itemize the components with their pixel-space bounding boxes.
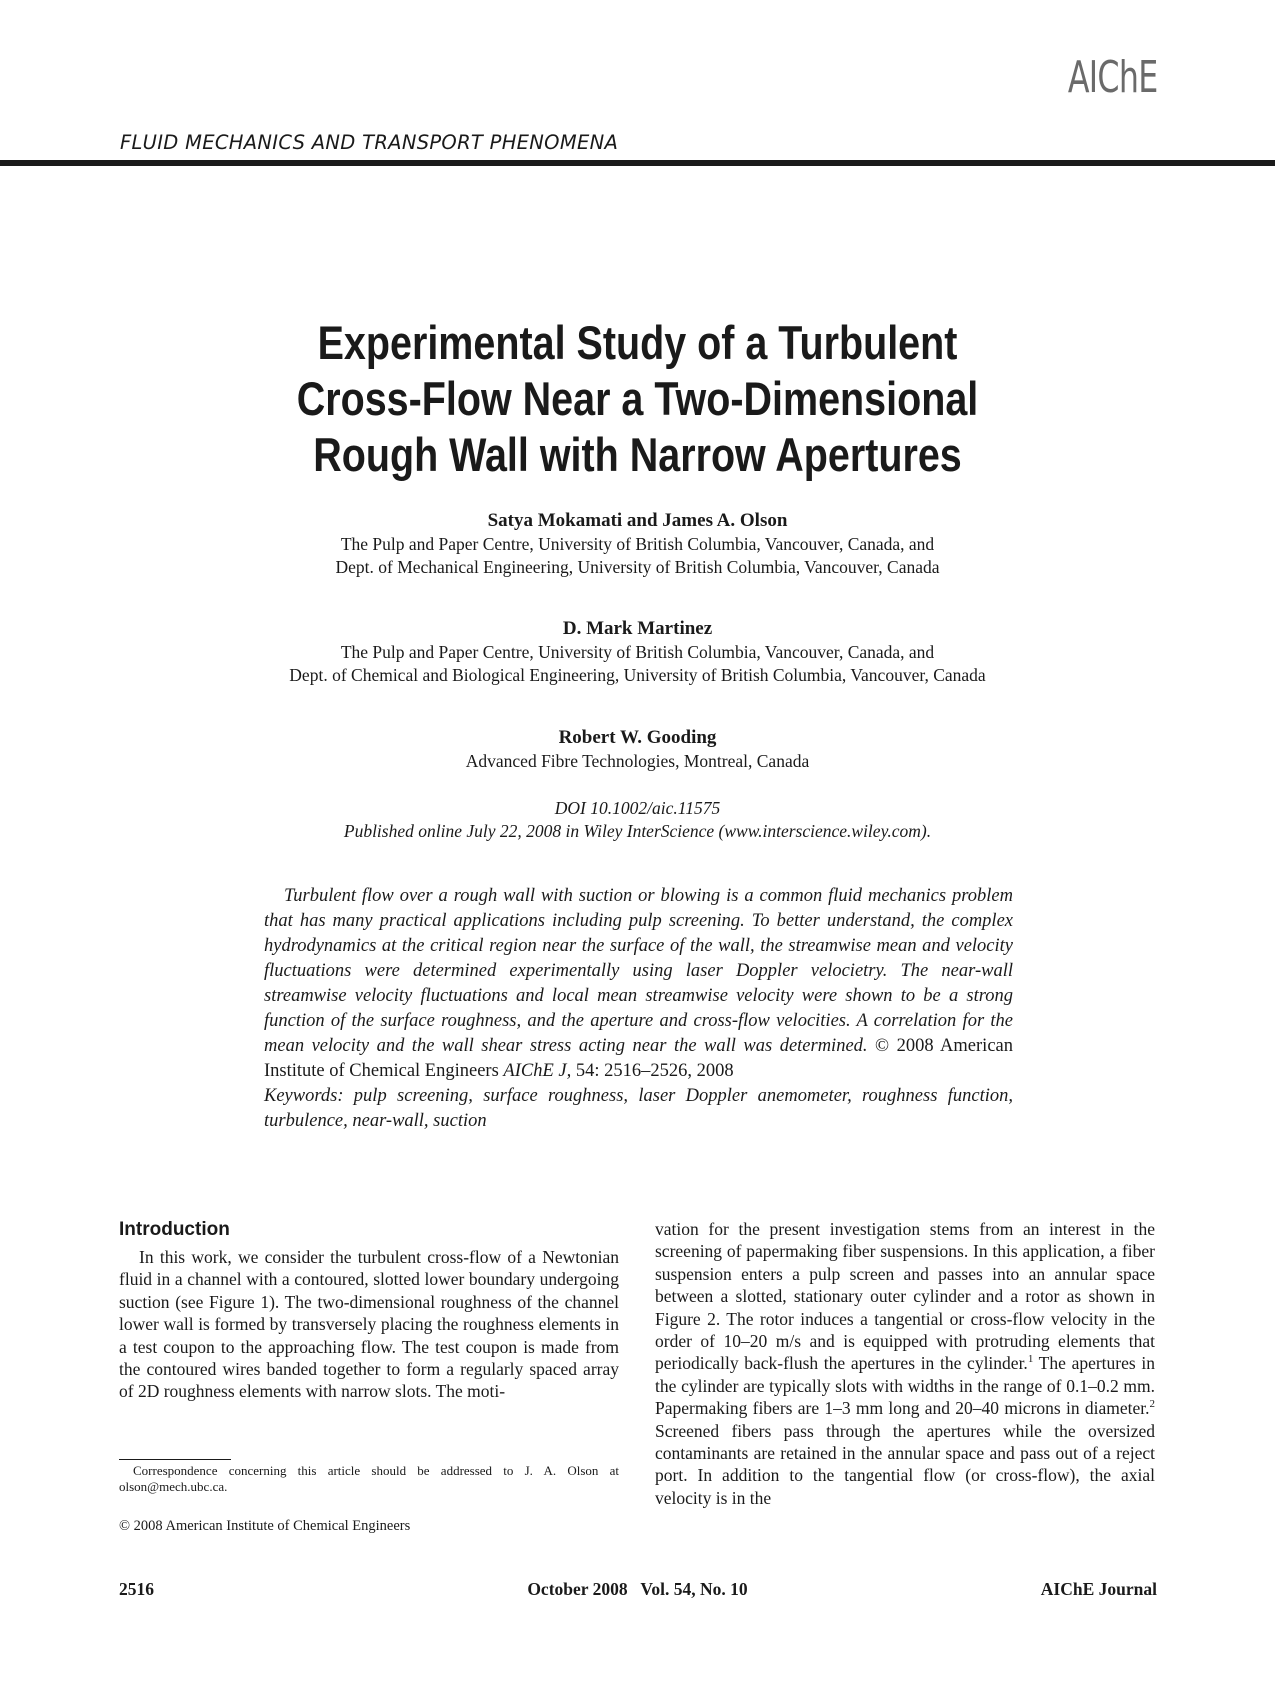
author-affiliation: Advanced Fibre Technologies, Montreal, Canada	[465, 751, 810, 771]
reference-2: 2	[1149, 1398, 1155, 1411]
author-affiliation: The Pulp and Paper Centre, University of British Columbia, Vancouver, Canada, and	[340, 642, 935, 662]
title-line-2: Cross-Flow Near a Two-Dimensional	[296, 372, 979, 425]
correspondence-note: Correspondence concerning this article should be addressed to J. A. Olson at olson@mech.ubc.ca.	[119, 1463, 619, 1494]
column-right	[655, 1218, 1155, 1509]
author-name: Robert W. Gooding	[558, 727, 717, 748]
intro-text-a: vation for the present investigation stems from an interest in the screening of papermaking fiber suspensions. In this application, a fiber suspension enters a pulp screen and passes into an annular space between a slotted, stationary outer cylinder and a rotor as shown in Figure 2. The rotor induces a tangential or cross-flow velocity in the order of 10–20 m/s and is equipped with protruding elements that periodically back-flush the apertures in the cylinder.	[655, 1219, 1155, 1374]
doi: DOI 10.1002/aic.11575	[554, 798, 721, 818]
published-online: Published online July 22, 2008 in Wiley InterScience (www.interscience.wiley.com).	[343, 821, 932, 841]
author-affiliation: Dept. of Mechanical Engineering, University of British Columbia, Vancouver, Canada	[335, 557, 940, 577]
footnote	[119, 1463, 619, 1495]
introduction-heading: Introduction	[119, 1219, 230, 1240]
author-group-3	[0, 726, 1275, 773]
abstract-body: Turbulent flow over a rough wall with suction or blowing is a common fluid mechanics problem that has many practical applications including pulp screening. To better understand, the complex hydrodynamics at the critical region near the surface of the wall, the streamwise mean and velocity fluctuations were determined experimentally using laser Doppler velocietry. The near-wall streamwise velocity fluctuations and local mean streamwise velocity were shown to be a strong function of the surface roughness, and the aperture and cross-flow velocities. A correlation for the mean velocity and the wall shear stress acting near the wall was determined.	[264, 886, 1013, 1056]
article-title	[0, 315, 1275, 483]
title-line-1: Experimental Study of a Turbulent	[317, 316, 958, 369]
reference-1: 1	[1027, 1353, 1034, 1366]
author-name: D. Mark Martinez	[562, 618, 713, 639]
journal-logo: AIChE	[1067, 52, 1157, 103]
author-group-1	[0, 509, 1275, 579]
keywords: Keywords: pulp screening, surface roughness, laser Doppler anemometer, roughness function, turbulence, near-wall, suction	[264, 1086, 1013, 1131]
column-left	[119, 1218, 619, 1403]
footnote-rule	[119, 1459, 231, 1460]
copyright-note: © 2008 American Institute of Chemical Engineers	[119, 1518, 411, 1534]
abstract-citation: 54: 2516–2526, 2008	[571, 1061, 734, 1081]
header-rule	[0, 160, 1275, 166]
author-affiliation: Dept. of Chemical and Biological Engineering, University of British Columbia, Vancouver, Canada	[289, 665, 986, 685]
page-number: 2516	[119, 1579, 154, 1599]
publication-info	[0, 797, 1275, 843]
journal-name: AIChE Journal	[1040, 1579, 1157, 1599]
abstract-journal: AIChE J,	[503, 1061, 572, 1081]
intro-paragraph: In this work, we consider the turbulent cross-flow of a Newtonian fluid in a channel with a contoured, slotted lower boundary undergoing suction (see Figure 1). The two-dimensional roughness of the channel lower wall is formed by transversely placing the roughness elements in a test coupon to the approaching flow. The test coupon is made from the contoured wires banded together to form a regularly spaced array of 2D roughness elements with narrow slots. The moti-	[119, 1247, 619, 1402]
author-name: Satya Mokamati and James A. Olson	[487, 510, 788, 531]
section-heading: FLUID MECHANICS AND TRANSPORT PHENOMENA	[120, 131, 619, 154]
abstract	[264, 884, 1013, 1134]
issue-info: October 2008 Vol. 54, No. 10	[527, 1579, 748, 1599]
author-affiliation: The Pulp and Paper Centre, University of British Columbia, Vancouver, Canada, and	[340, 534, 935, 554]
title-line-3: Rough Wall with Narrow Apertures	[313, 428, 962, 481]
author-group-2	[0, 617, 1275, 687]
intro-text-c: Screened fibers pass through the apertures while the oversized contaminants are retained in the annular space and pass out of a reject port. In addition to the tangential flow (or cross-flow), the axial velocity is in the	[655, 1420, 1155, 1508]
abstract-copyright: © 2008 American Institute of Chemical Engineers	[264, 1036, 1013, 1081]
intro-text-b: The apertures in the cylinder are typically slots with widths in the range of 0.1–0.2 mm. Papermaking fibers are 1–3 mm long and 20–40 microns in diameter.	[655, 1353, 1156, 1419]
